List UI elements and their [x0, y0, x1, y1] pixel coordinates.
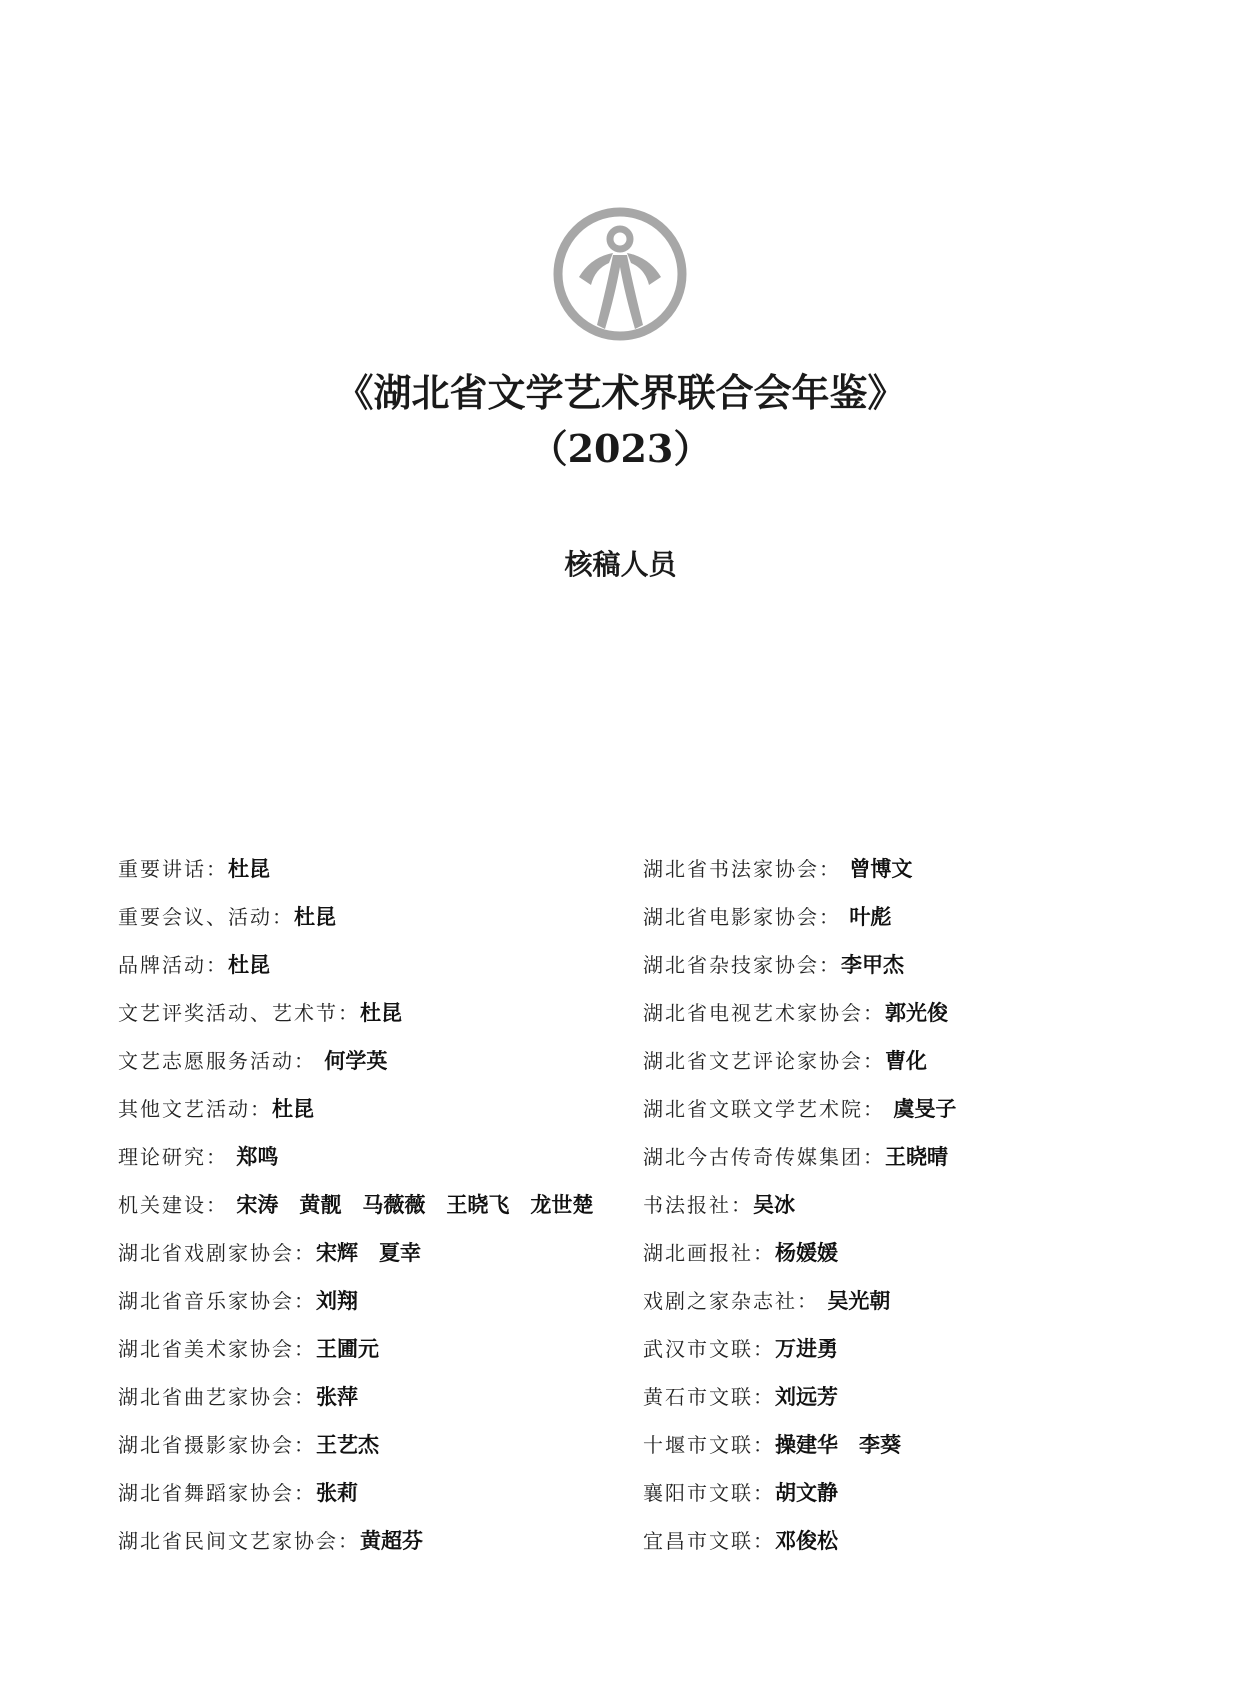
yearbook-title: 《湖北省文学艺术界联合会年鉴》: [335, 370, 906, 415]
item-label: 湖北省民间文艺家协会：: [118, 1529, 360, 1553]
list-item: [118, 1229, 618, 1277]
list-item: [118, 941, 618, 989]
item-names: 王晓晴: [885, 1144, 948, 1169]
item-names: 杨媛媛: [775, 1240, 838, 1265]
item-label: 湖北画报社：: [643, 1241, 775, 1265]
item-label: 湖北省戏剧家协会：: [118, 1241, 316, 1265]
item-label: 品牌活动：: [118, 953, 228, 977]
list-item: [643, 989, 1163, 1037]
item-names: 吴冰: [753, 1192, 795, 1217]
reviewer-list-right: [643, 845, 1163, 1565]
item-label: 湖北省文联文学艺术院：: [643, 1097, 894, 1121]
item-label: 重要会议、活动：: [118, 905, 294, 929]
item-names: 曹化: [885, 1048, 927, 1073]
item-label: 湖北省曲艺家协会：: [118, 1385, 316, 1409]
item-names: 杜昆: [228, 856, 270, 881]
item-label: 宜昌市文联：: [643, 1529, 775, 1553]
item-names: 张莉: [316, 1480, 358, 1505]
federation-emblem-icon: [551, 205, 689, 343]
list-item: [643, 1469, 1163, 1517]
item-names: 杜昆: [294, 904, 336, 929]
item-names: 郑鸣: [236, 1144, 279, 1169]
list-item: [643, 1277, 1163, 1325]
item-label: 理论研究：: [118, 1145, 237, 1169]
item-names: 杜昆: [228, 952, 270, 977]
yearbook-year: （2023）: [529, 426, 712, 471]
item-names: 虞旻子: [893, 1096, 957, 1121]
list-item: [118, 989, 618, 1037]
item-names: 刘翔: [316, 1288, 358, 1313]
item-label: 戏剧之家杂志社：: [643, 1289, 828, 1313]
list-item: [643, 893, 1163, 941]
item-names: 王圃元: [316, 1336, 379, 1361]
item-names: 黄超芬: [360, 1528, 423, 1553]
item-names: 宋辉 夏幸: [316, 1240, 421, 1265]
list-item: [643, 1037, 1163, 1085]
item-label: 湖北省书法家协会：: [643, 857, 850, 881]
item-label: 湖北省杂技家协会：: [643, 953, 841, 977]
item-label: 湖北省摄影家协会：: [118, 1433, 316, 1457]
item-names: 邓俊松: [775, 1528, 838, 1553]
list-item: [643, 845, 1163, 893]
item-names: 何学英: [324, 1048, 388, 1073]
list-item: [118, 1277, 618, 1325]
item-names: 叶彪: [849, 904, 892, 929]
list-item: [118, 1373, 618, 1421]
item-label: 书法报社：: [643, 1193, 753, 1217]
list-item: [118, 1037, 618, 1085]
item-label: 襄阳市文联：: [643, 1481, 775, 1505]
item-names: 刘远芳: [775, 1384, 838, 1409]
item-label: 湖北省美术家协会：: [118, 1337, 316, 1361]
item-names: 张萍: [316, 1384, 358, 1409]
list-item: [118, 1181, 618, 1229]
list-item: [643, 1133, 1163, 1181]
list-item: [643, 941, 1163, 989]
list-item: [643, 1229, 1163, 1277]
list-item: [643, 1085, 1163, 1133]
item-label: 重要讲话：: [118, 857, 228, 881]
list-item: [118, 1421, 618, 1469]
item-names: 曾博文: [849, 856, 913, 881]
list-item: [118, 893, 618, 941]
item-label: 文艺评奖活动、艺术节：: [118, 1001, 360, 1025]
item-label: 湖北省音乐家协会：: [118, 1289, 316, 1313]
list-item: [118, 1469, 618, 1517]
item-names: 郭光俊: [885, 1000, 948, 1025]
item-label: 十堰市文联：: [643, 1433, 775, 1457]
item-label: 文艺志愿服务活动：: [118, 1049, 325, 1073]
item-names: 李甲杰: [841, 952, 904, 977]
reviewer-list-left: [118, 845, 618, 1565]
list-item: [643, 1421, 1163, 1469]
item-label: 湖北省文艺评论家协会：: [643, 1049, 885, 1073]
item-names: 操建华 李葵: [775, 1432, 901, 1457]
item-names: 万进勇: [775, 1336, 838, 1361]
item-names: 杜昆: [360, 1000, 402, 1025]
item-names: 吴光朝: [827, 1288, 891, 1313]
list-item: [118, 1325, 618, 1373]
item-label: 湖北省电影家协会：: [643, 905, 850, 929]
list-item: [643, 1517, 1163, 1565]
list-item: [643, 1181, 1163, 1229]
item-label: 武汉市文联：: [643, 1337, 775, 1361]
item-label: 其他文艺活动：: [118, 1097, 272, 1121]
list-item: [118, 1133, 618, 1181]
item-names: 王艺杰: [316, 1432, 379, 1457]
item-label: 黄石市文联：: [643, 1385, 775, 1409]
list-item: [118, 845, 618, 893]
item-names: 杜昆: [272, 1096, 314, 1121]
item-names: 宋涛 黄靓 马薇薇 王晓飞 龙世楚: [236, 1192, 594, 1217]
item-names: 胡文静: [775, 1480, 838, 1505]
item-label: 机关建设：: [118, 1193, 237, 1217]
item-label: 湖北省电视艺术家协会：: [643, 1001, 885, 1025]
list-item: [118, 1085, 618, 1133]
item-label: 湖北今古传奇传媒集团：: [643, 1145, 885, 1169]
list-item: [118, 1517, 618, 1565]
item-label: 湖北省舞蹈家协会：: [118, 1481, 316, 1505]
list-item: [643, 1373, 1163, 1421]
list-item: [643, 1325, 1163, 1373]
section-heading: 核稿人员: [564, 548, 677, 581]
